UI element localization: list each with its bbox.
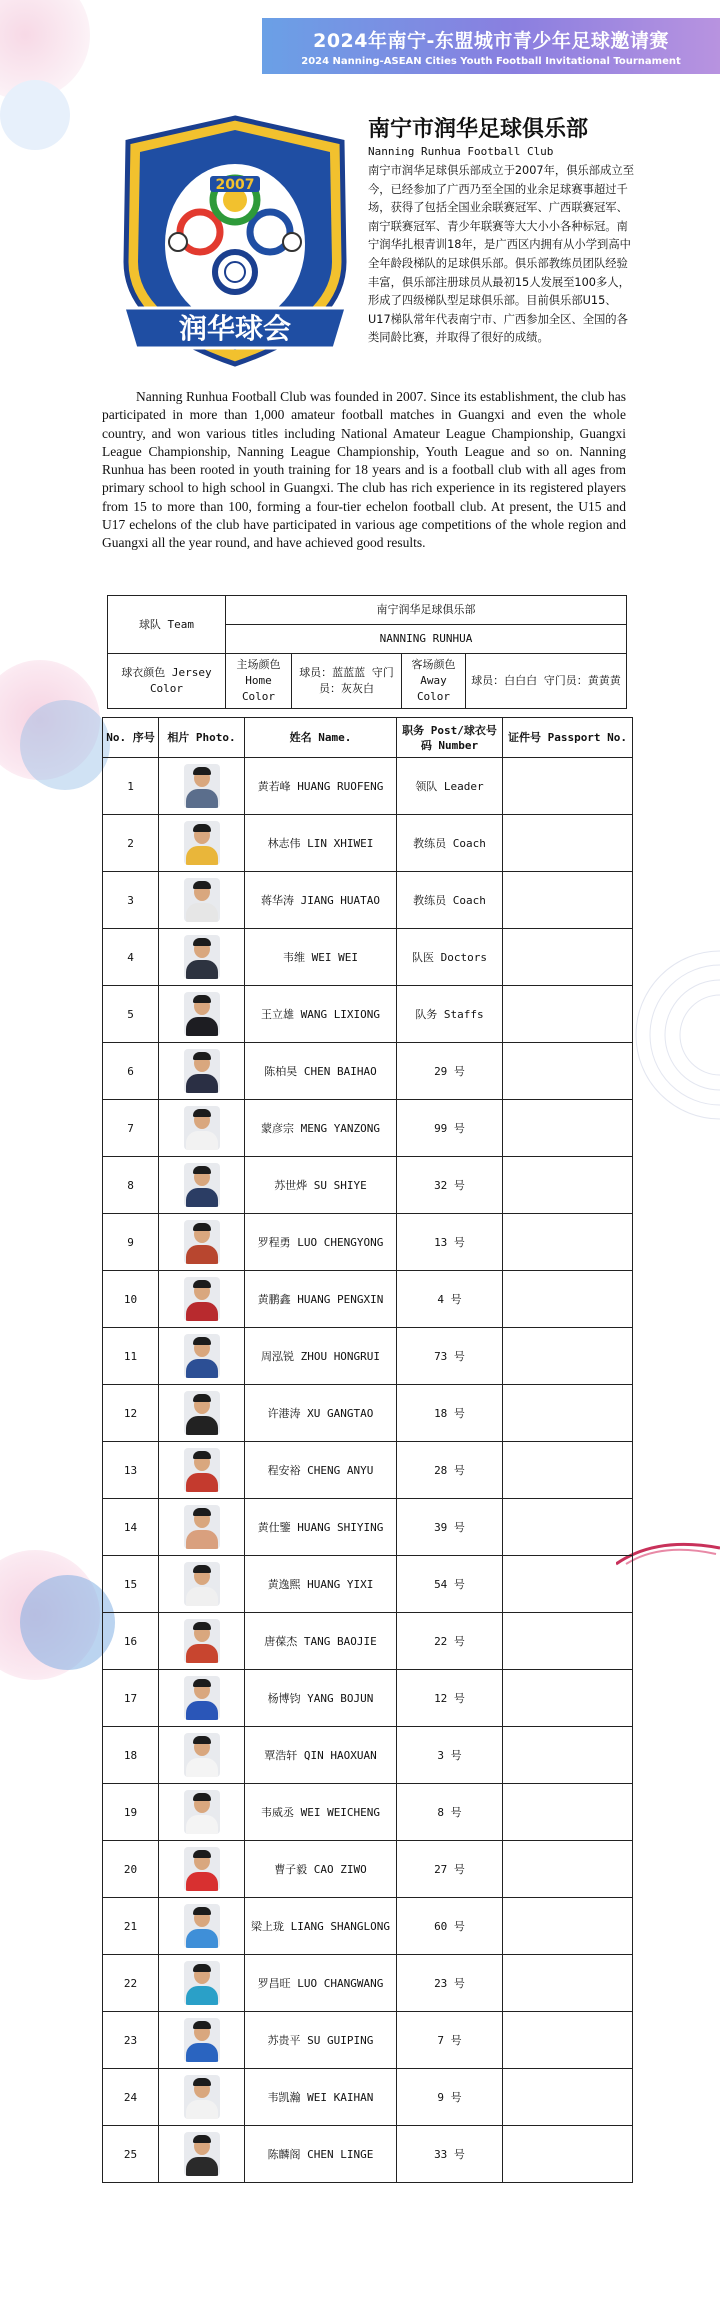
player-passport [503,1328,633,1385]
player-post: 39 号 [397,1499,503,1556]
player-name: 程安裕 CHENG ANYU [245,1442,397,1499]
row-number: 6 [103,1043,159,1100]
photo-kit [186,1701,218,1720]
photo-cell [159,1955,245,2012]
header-photo: 相片 Photo. [159,718,245,758]
player-photo [184,2132,220,2176]
club-intro-zh: 南宁市润华足球俱乐部成立于2007年，俱乐部成立至今，已经参加了广西乃至全国的业余足球赛事超过千场，获得了包括全国业余联赛冠军、广西联赛冠军、南宁联赛冠军、青少年联赛等大大小小各种标冠。南宁润华扎根青训18年，是广西区内拥有从小学到高中全年龄段梯队的足球俱乐部。俱乐部教练员团队经验丰富，俱乐部注册球员从最初15人发展至100多人，形成了四级梯队型足球俱乐部。目前俱乐部U15、U17梯队常年代表南宁市、广西参加全区、全国的各类同龄比赛，并取得了很好的成绩。 [368,164,634,345]
player-name: 韦凯瀚 WEI KAIHAN [245,2069,397,2126]
player-photo [184,1790,220,1834]
photo-hair [193,767,211,775]
photo-kit [186,1017,218,1036]
photo-hair [193,881,211,889]
photo-cell [159,986,245,1043]
photo-cell [159,1214,245,1271]
photo-kit [186,1416,218,1435]
photo-hair [193,1736,211,1744]
player-post: 教练员 Coach [397,815,503,872]
player-name: 罗程勇 LUO CHENGYONG [245,1214,397,1271]
row-number: 21 [103,1898,159,1955]
photo-hair [193,1166,211,1174]
player-photo [184,1676,220,1720]
row-number: 8 [103,1157,159,1214]
row-number: 10 [103,1271,159,1328]
header-passport: 证件号 Passport No. [503,718,633,758]
player-passport [503,1613,633,1670]
photo-hair [193,1394,211,1402]
player-post: 4 号 [397,1271,503,1328]
player-passport [503,1271,633,1328]
player-passport [503,1100,633,1157]
row-number: 20 [103,1841,159,1898]
table-row [103,986,633,1043]
player-name: 蒋华涛 JIANG HUATAO [245,872,397,929]
logo-text: 润华球会 [178,312,292,345]
photo-cell [159,1043,245,1100]
player-passport [503,815,633,872]
photo-kit [186,1359,218,1378]
player-photo [184,1448,220,1492]
table-row [103,1841,633,1898]
logo-year: 2007 [215,177,255,193]
photo-kit [186,1131,218,1150]
photo-cell [159,1100,245,1157]
table-row [103,1328,633,1385]
photo-cell [159,872,245,929]
player-photo [184,992,220,1036]
player-name: 陈柏昊 CHEN BAIHAO [245,1043,397,1100]
player-name: 罗昌旺 LUO CHANGWANG [245,1955,397,2012]
player-post: 99 号 [397,1100,503,1157]
photo-cell [159,1613,245,1670]
player-photo [184,764,220,808]
photo-cell [159,2012,245,2069]
player-name: 唐葆杰 TANG BAOJIE [245,1613,397,1670]
player-name: 周泓锐 ZHOU HONGRUI [245,1328,397,1385]
photo-hair [193,1451,211,1459]
decor-circle-pink-low [0,1550,100,1680]
player-post: 22 号 [397,1613,503,1670]
player-passport [503,758,633,815]
photo-kit [186,1530,218,1549]
player-post: 29 号 [397,1043,503,1100]
table-row [103,1385,633,1442]
photo-hair [193,1679,211,1687]
player-post: 60 号 [397,1898,503,1955]
player-passport [503,986,633,1043]
photo-kit [186,1587,218,1606]
player-name: 曹子毅 CAO ZIWO [245,1841,397,1898]
player-post: 27 号 [397,1841,503,1898]
player-post: 73 号 [397,1328,503,1385]
header-no: No. 序号 [103,718,159,758]
player-post: 54 号 [397,1556,503,1613]
jersey-color-label: 球衣颜色 Jersey Color [108,654,226,709]
player-photo [184,1049,220,1093]
player-photo [184,1220,220,1264]
player-name: 梁上珑 LIANG SHANGLONG [245,1898,397,1955]
table-row [103,2069,633,2126]
player-post: 队务 Staffs [397,986,503,1043]
photo-kit [186,903,218,922]
photo-hair [193,2078,211,2086]
player-passport [503,872,633,929]
table-row [103,815,633,872]
row-number: 7 [103,1100,159,1157]
photo-kit [186,960,218,979]
photo-cell [159,1784,245,1841]
photo-hair [193,1508,211,1516]
player-passport [503,2012,633,2069]
player-passport [503,1499,633,1556]
player-name: 杨博钧 YANG BOJUN [245,1670,397,1727]
player-photo [184,1619,220,1663]
row-number: 23 [103,2012,159,2069]
away-color-value: 球员：白白白 守门员：黄黄黄 [466,654,627,709]
photo-kit [186,846,218,865]
banner-title-zh: 2024年南宁-东盟城市青少年足球邀请赛 [313,30,669,52]
photo-kit [186,2043,218,2062]
club-intro-en: Nanning Runhua Football Club was founded in 2007. Since its establishment, the club has participated in more than 1,000 amateur football matches in Guangxi and even the whole country, and won various titles including National Amateur League Championship, Guangxi League Championship, Nanning League Championship, Youth League and so on. Nanning Runhua has been rooted in youth training for 18 years and is a football club with all ages from primary school to high school in Guangxi. The club has rich experience in its registered players from 15 to more than 100, forming a four-tier echelon football club. At present, the U15 and U17 echelons of the club have participated in various age competitions of the whole region and Guangxi all the year round, and have achieved good results. [102,389,626,551]
home-color-value: 球员：蓝蓝蓝 守门员：灰灰白 [292,654,402,709]
table-row [103,1271,633,1328]
player-post: 领队 Leader [397,758,503,815]
player-passport [503,1670,633,1727]
club-name-zh: 南宁市润华足球俱乐部 [368,117,589,142]
photo-kit [186,1473,218,1492]
player-passport [503,1043,633,1100]
player-passport [503,1385,633,1442]
row-number: 4 [103,929,159,986]
row-number: 13 [103,1442,159,1499]
player-passport [503,2069,633,2126]
photo-kit [186,1758,218,1777]
table-row [103,1556,633,1613]
roster-table [102,717,633,2183]
table-row [103,758,633,815]
player-photo [184,2075,220,2119]
player-photo [184,935,220,979]
decor-circle-blue-low [20,1575,115,1670]
decor-circle-blue-mid [20,700,110,790]
player-photo [184,1733,220,1777]
player-name: 黄鹏鑫 HUANG PENGXIN [245,1271,397,1328]
player-photo [184,1277,220,1321]
club-logo [112,112,358,372]
photo-cell [159,1328,245,1385]
player-photo [184,2018,220,2062]
photo-hair [193,1907,211,1915]
player-photo [184,1106,220,1150]
photo-hair [193,1052,211,1060]
player-passport [503,1898,633,1955]
row-number: 2 [103,815,159,872]
photo-kit [186,1872,218,1891]
row-number: 19 [103,1784,159,1841]
home-color-label: 主场颜色 Home Color [226,654,292,709]
player-name: 陈麟阁 CHEN LINGE [245,2126,397,2183]
photo-kit [186,1644,218,1663]
row-number: 11 [103,1328,159,1385]
player-post: 28 号 [397,1442,503,1499]
row-number: 5 [103,986,159,1043]
photo-hair [193,824,211,832]
photo-hair [193,1223,211,1231]
table-row [103,2126,633,2183]
table-row [103,1670,633,1727]
team-name-en: NANNING RUNHUA [226,625,627,654]
photo-hair [193,938,211,946]
team-label: 球队 Team [108,596,226,654]
table-row [103,929,633,986]
player-name: 韦维 WEI WEI [245,929,397,986]
player-name: 苏贵平 SU GUIPING [245,2012,397,2069]
photo-hair [193,1850,211,1858]
table-row [103,1442,633,1499]
player-post: 33 号 [397,2126,503,2183]
player-passport [503,1157,633,1214]
player-name: 林志伟 LIN XHIWEI [245,815,397,872]
photo-hair [193,1280,211,1288]
player-post: 12 号 [397,1670,503,1727]
player-post: 23 号 [397,1955,503,2012]
player-post: 18 号 [397,1385,503,1442]
decor-circle-pink-top [0,0,90,100]
roster-body [103,758,633,2183]
table-row [103,1613,633,1670]
away-color-label: 客场颜色 Away Color [402,654,466,709]
player-post: 3 号 [397,1727,503,1784]
player-photo [184,1163,220,1207]
player-passport [503,929,633,986]
header-post: 职务 Post/球衣号码 Number [397,718,503,758]
decor-circle-pink-mid [0,660,100,780]
player-photo [184,1961,220,2005]
decor-circle-blue-top [0,80,70,150]
photo-kit [186,1245,218,1264]
photo-hair [193,2135,211,2143]
photo-cell [159,2126,245,2183]
photo-cell [159,1556,245,1613]
player-name: 黄若峰 HUANG RUOFENG [245,758,397,815]
row-number: 1 [103,758,159,815]
photo-cell [159,758,245,815]
team-info-table [107,595,627,709]
photo-cell [159,1442,245,1499]
row-number: 25 [103,2126,159,2183]
photo-cell [159,1385,245,1442]
player-passport [503,1727,633,1784]
photo-cell [159,1271,245,1328]
player-passport [503,1955,633,2012]
photo-kit [186,1188,218,1207]
player-passport [503,1556,633,1613]
row-number: 9 [103,1214,159,1271]
table-row [103,1955,633,2012]
photo-cell [159,1670,245,1727]
photo-hair [193,1337,211,1345]
player-photo [184,1562,220,1606]
player-post: 13 号 [397,1214,503,1271]
photo-hair [193,1109,211,1117]
photo-kit [186,789,218,808]
player-name: 许港涛 XU GANGTAO [245,1385,397,1442]
table-row [103,1898,633,1955]
player-post: 7 号 [397,2012,503,2069]
player-photo [184,1391,220,1435]
player-name: 蒙彦宗 MENG YANZONG [245,1100,397,1157]
player-passport [503,2126,633,2183]
player-post: 9 号 [397,2069,503,2126]
photo-kit [186,1986,218,2005]
row-number: 12 [103,1385,159,1442]
table-row [103,1784,633,1841]
player-post: 32 号 [397,1157,503,1214]
team-name-zh: 南宁润华足球俱乐部 [226,596,627,625]
photo-cell [159,1499,245,1556]
player-name: 黄逸熙 HUANG YIXI [245,1556,397,1613]
row-number: 15 [103,1556,159,1613]
row-number: 17 [103,1670,159,1727]
photo-kit [186,1929,218,1948]
photo-hair [193,2021,211,2029]
row-number: 14 [103,1499,159,1556]
photo-kit [186,2157,218,2176]
player-passport [503,1784,633,1841]
table-row [103,2012,633,2069]
club-name-en: Nanning Runhua Football Club [368,145,554,158]
row-number: 16 [103,1613,159,1670]
player-photo [184,878,220,922]
table-row [103,1157,633,1214]
table-row [103,1214,633,1271]
player-post: 8 号 [397,1784,503,1841]
photo-cell [159,2069,245,2126]
photo-kit [186,1074,218,1093]
player-photo [184,1847,220,1891]
player-post: 教练员 Coach [397,872,503,929]
player-post: 队医 Doctors [397,929,503,986]
player-photo [184,1334,220,1378]
row-number: 18 [103,1727,159,1784]
header-name: 姓名 Name. [245,718,397,758]
photo-hair [193,995,211,1003]
tournament-banner [262,18,720,74]
player-photo [184,1505,220,1549]
player-passport [503,1841,633,1898]
player-name: 韦威丞 WEI WEICHENG [245,1784,397,1841]
player-passport [503,1214,633,1271]
player-passport [503,1442,633,1499]
photo-hair [193,1622,211,1630]
table-row [103,1727,633,1784]
row-number: 24 [103,2069,159,2126]
photo-cell [159,929,245,986]
photo-cell [159,1841,245,1898]
photo-cell [159,1727,245,1784]
player-name: 覃浩轩 QIN HAOXUAN [245,1727,397,1784]
photo-cell [159,1157,245,1214]
photo-kit [186,1815,218,1834]
roster-header-row [103,718,633,758]
table-row [103,1043,633,1100]
table-row [103,872,633,929]
photo-hair [193,1964,211,1972]
player-name: 黄仕鑒 HUANG SHIYING [245,1499,397,1556]
player-photo [184,1904,220,1948]
photo-hair [193,1793,211,1801]
player-name: 苏世烨 SU SHIYE [245,1157,397,1214]
player-name: 王立雄 WANG LIXIONG [245,986,397,1043]
photo-kit [186,2100,218,2119]
row-number: 3 [103,872,159,929]
row-number: 22 [103,1955,159,2012]
photo-cell [159,815,245,872]
banner-title-en: 2024 Nanning-ASEAN Cities Youth Football Invitational Tournament [301,56,681,67]
table-row [103,1499,633,1556]
photo-kit [186,1302,218,1321]
photo-cell [159,1898,245,1955]
player-photo [184,821,220,865]
table-row [103,1100,633,1157]
photo-hair [193,1565,211,1573]
